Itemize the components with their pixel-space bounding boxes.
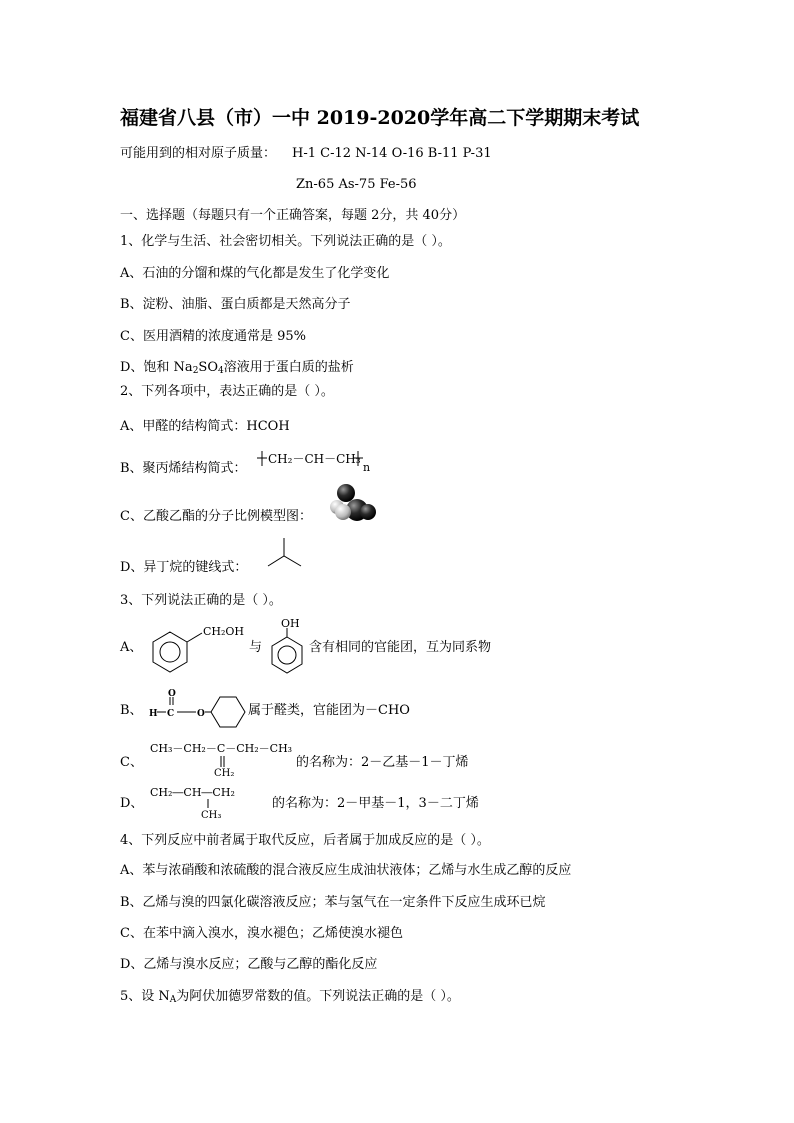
q3-d-formula-branch: CH₃ [201, 810, 222, 821]
q1-option-d: D、饱和 $Na_2SO_4$溶液用于蛋白质的盐析 [120, 360, 354, 376]
phenol-oh: OH [281, 617, 300, 630]
q4-option-d: D、乙烯与溴水反应；乙酸与乙醇的酯化反应 [120, 957, 378, 972]
q4-option-a: A、苯与浓硝酸和浓硫酸的混合液反应生成油状液体；乙烯与水生成乙醇的反应 [120, 863, 572, 878]
q3-option-a-label: A、 [120, 640, 143, 655]
q2-option-c: C、乙酸乙酯的分子比例模型图： [120, 509, 312, 524]
formate-carbonyl-o: O [168, 689, 176, 699]
atomic-mass-label: 可能用到的相对原子质量： [120, 146, 277, 161]
q3-c-formula-branch: CH₂ [214, 768, 235, 779]
q2-stem: 2、下列各项中，表达正确的是（ ）。 [120, 384, 334, 399]
atomic-mass-line1: H-1 C-12 N-14 O-16 B-11 P-31 [292, 146, 492, 161]
q3-option-b-text: 属于醛类，官能团为－CHO [248, 703, 410, 718]
q3-d-branch-bond [0, 0, 1, 1]
q3-option-b-label: B、 [120, 703, 143, 718]
q4-option-c: C、在苯中滴入溴水，溴水褪色；乙烯使溴水褪色 [120, 926, 403, 941]
benzyl-ch2oh: CH₂OH [203, 625, 245, 638]
atomic-mass-line2: Zn-65 As-75 Fe-56 [296, 177, 417, 192]
q1-option-b: B、淀粉、油脂、蛋白质都是天然高分子 [120, 297, 351, 312]
q3-option-a-text: 含有相同的官能团，互为同系物 [309, 640, 492, 655]
q1-stem: 1、化学与生活、社会密切相关。下列说法正确的是（ ）。 [120, 234, 451, 249]
q3-option-d-text: 的名称为：2－甲基－1，3－二丁烯 [272, 796, 479, 811]
q3-option-c-label: C、 [120, 755, 143, 770]
polypropylene-formula: CH₂－CH－CH₃ [268, 452, 361, 466]
page-title: 福建省八县（市）一中 2019-2020学年高二下学期期末考试 [120, 107, 640, 129]
q2-option-b: B、聚丙烯结构简式： [120, 461, 247, 476]
q2-option-a: A、甲醛的结构简式：HCOH [120, 419, 290, 434]
formate-ester-o: O [197, 709, 205, 719]
q3-option-d-label: D、 [120, 796, 144, 811]
q3-c-formula-main: CH₃－CH₂－C－CH₂－CH₃ [150, 742, 293, 755]
q3-option-c-text: 的名称为：2－乙基－1－丁烯 [296, 755, 469, 770]
q3-stem: 3、下列说法正确的是（ ）。 [120, 593, 282, 608]
polypropylene-n: n [363, 461, 371, 474]
q4-stem: 4、下列反应中前者属于取代反应，后者属于加成反应的是（ ）。 [120, 833, 490, 848]
q3-option-a-and: 与 [249, 640, 263, 655]
q2-option-d: D、异丁烷的键线式： [120, 560, 248, 575]
q4-option-b: B、乙烯与溴的四氯化碳溶液反应；苯与氢气在一定条件下反应生成环已烷 [120, 895, 546, 910]
formate-c: C [167, 709, 175, 719]
q3-d-formula-main: CH₂―CH―CH₂ [150, 786, 235, 799]
q5-stem: 5、设 $N_A$为阿伏加德罗常数的值。下列说法正确的是（ ）。 [120, 989, 460, 1005]
formate-h: H [149, 709, 158, 719]
q1-option-c: C、医用酒精的浓度通常是 95% [120, 329, 306, 344]
section-header: 一、选择题（每题只有一个正确答案，每题 2分，共 40分） [120, 208, 466, 223]
q1-option-a: A、石油的分馏和煤的气化都是发生了化学变化 [120, 266, 390, 281]
